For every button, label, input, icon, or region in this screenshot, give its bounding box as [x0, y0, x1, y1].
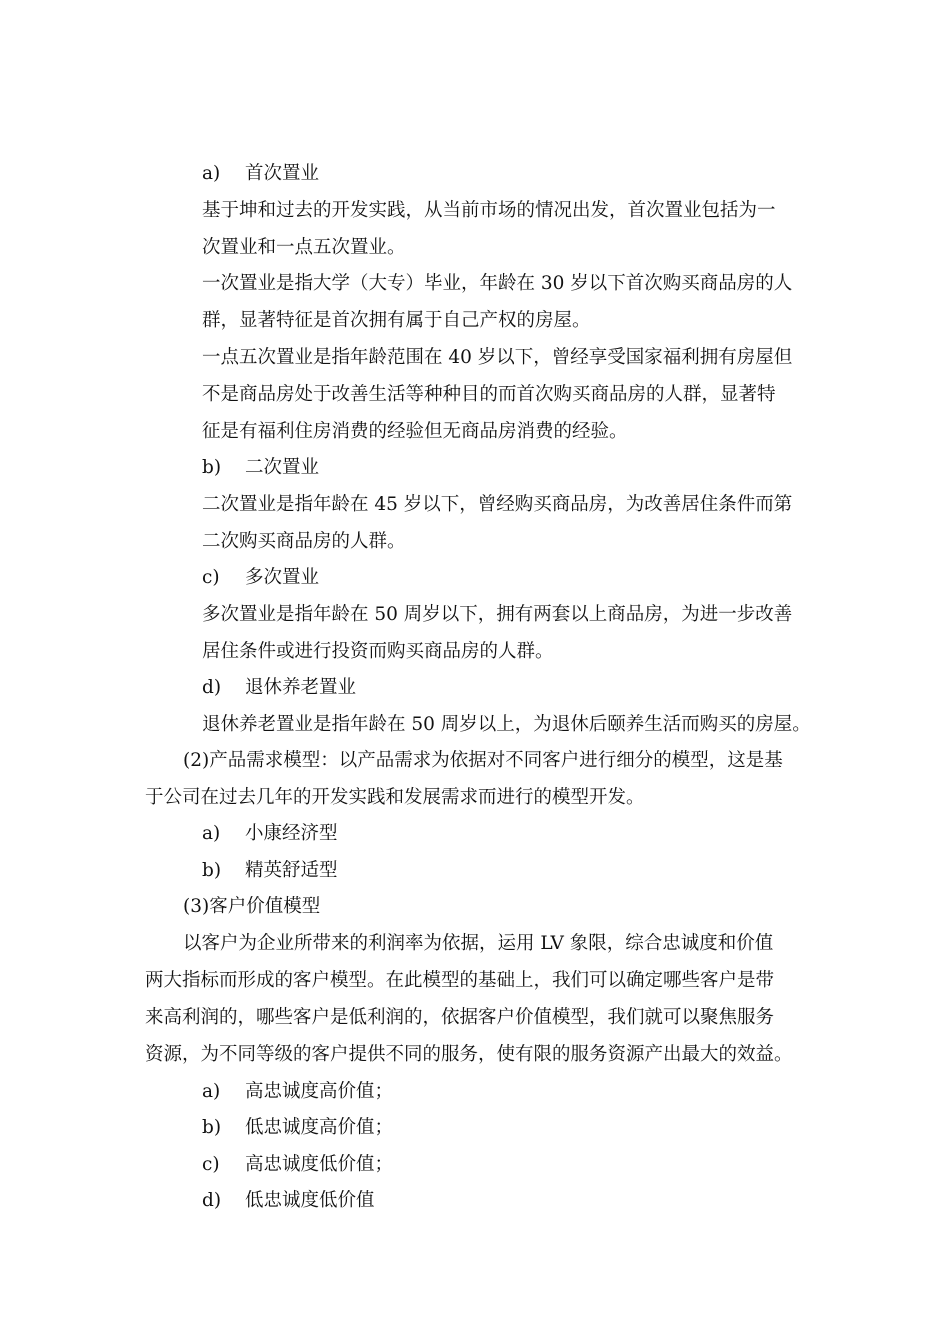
paragraph-line: 次置业和一点五次置业。: [202, 237, 406, 258]
paragraph-line: 多次置业是指年龄在 50 周岁以下，拥有两套以上商品房，为进一步改善: [202, 604, 793, 625]
list-label: b): [202, 457, 222, 478]
list-label: a): [202, 163, 221, 184]
paragraph-line: 一次置业是指大学（大专）毕业，年龄在 30 岁以下首次购买商品房的人: [202, 273, 793, 294]
paragraph-line: 来高利润的，哪些客户是低利润的，依据客户价值模型，我们就可以聚焦服务: [145, 1007, 775, 1028]
paragraph-line: 以客户为企业所带来的利润率为依据，运用 LV 象限，综合忠诚度和价值: [183, 933, 774, 954]
list-text: 小康经济型: [245, 823, 338, 844]
paragraph-line: 基于坤和过去的开发实践，从当前市场的情况出发，首次置业包括为一: [202, 200, 776, 221]
list-title: 多次置业: [245, 567, 320, 588]
paragraph-line: 于公司在过去几年的开发实践和发展需求而进行的模型开发。: [145, 787, 645, 808]
list-label: a): [202, 823, 221, 844]
section-heading: (3)客户价值模型: [183, 896, 321, 917]
list-label: b): [202, 1117, 222, 1138]
list-label: a): [202, 1081, 221, 1102]
paragraph-line: 征是有福利住房消费的经验但无商品房消费的经验。: [202, 421, 628, 442]
paragraph-line: 二次购买商品房的人群。: [202, 531, 406, 552]
list-text: 高忠诚度高价值；: [245, 1081, 394, 1102]
list-text: 精英舒适型: [245, 860, 338, 881]
list-label: c): [202, 1154, 220, 1175]
list-title: 首次置业: [245, 163, 320, 184]
paragraph-line: 居住条件或进行投资而购买商品房的人群。: [202, 641, 554, 662]
paragraph-line: 一点五次置业是指年龄范围在 40 岁以下，曾经享受国家福利拥有房屋但: [202, 347, 793, 368]
list-title: 二次置业: [245, 457, 320, 478]
paragraph-line: 二次置业是指年龄在 45 岁以下，曾经购买商品房，为改善居住条件而第: [202, 494, 793, 515]
paragraph-line: 退休养老置业是指年龄在 50 周岁以上，为退休后颐养生活而购买的房屋。: [202, 714, 811, 735]
paragraph-line: 两大指标而形成的客户模型。在此模型的基础上，我们可以确定哪些客户是带: [145, 970, 775, 991]
list-label: d): [202, 1190, 222, 1211]
paragraph-line: 资源，为不同等级的客户提供不同的服务，使有限的服务资源产出最大的效益。: [145, 1044, 793, 1065]
list-title: 退休养老置业: [245, 677, 357, 698]
list-label: c): [202, 567, 220, 588]
paragraph-line: 不是商品房处于改善生活等种种目的而首次购买商品房的人群，显著特: [202, 384, 776, 405]
paragraph-line: 群，显著特征是首次拥有属于自己产权的房屋。: [202, 310, 591, 331]
list-text: 低忠诚度低价值: [245, 1190, 375, 1211]
list-label: b): [202, 860, 222, 881]
list-label: d): [202, 677, 222, 698]
list-text: 低忠诚度高价值；: [245, 1117, 394, 1138]
paragraph-line: (2)产品需求模型：以产品需求为依据对不同客户进行细分的模型，这是基: [183, 750, 783, 771]
list-text: 高忠诚度低价值；: [245, 1154, 394, 1175]
